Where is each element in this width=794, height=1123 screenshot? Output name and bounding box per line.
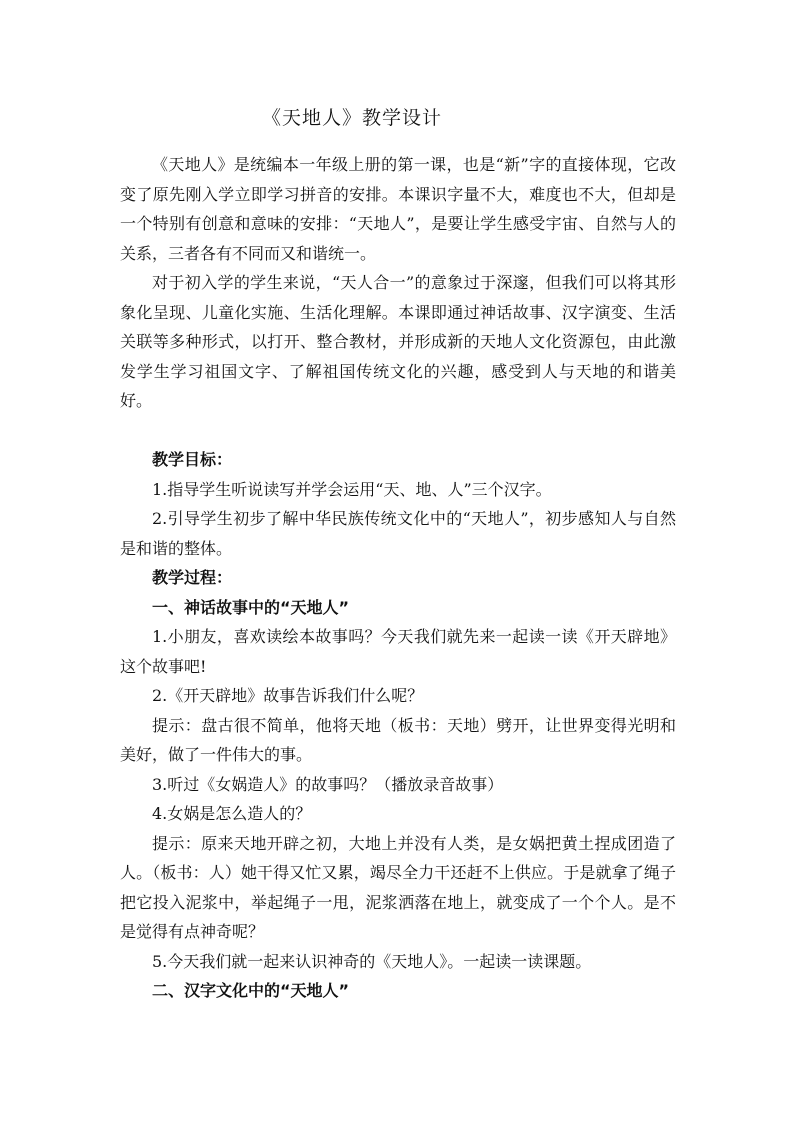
section-1-hint-2: 提示：原来天地开辟之初，大地上并没有人类，是女娲把黄土捏成团造了人。（板书：人）她干得又忙又累，竭尽全力干还赶不上供应。于是就拿了绳子把它投入泥浆中，举起绳子一甩，泥浆洒落在地上，就变成了一个个人。是不是觉得有点神奇呢？ bbox=[120, 833, 676, 941]
objective-item-1: 1.指导学生听说读写并学会运用“天、地、人”三个汉字。 bbox=[152, 479, 552, 499]
section-1-item-3: 3.听过《女娲造人》的故事吗？（播放录音故事） bbox=[152, 774, 504, 794]
intro-paragraph-1: 《天地人》是统编本一年级上册的第一课，也是“新”字的直接体现，它改变了原先刚入学立即学习拼音的安排。本课识字量不大，难度也不大，但却是一个特别有创意和意味的安排：“天地人”，是要让学生感受宇宙、自然与人的关系，三者各有不同而又和谐统一。 bbox=[120, 155, 676, 263]
section-1-item-5: 5.今天我们就一起来认识神奇的《天地人》。一起读一读课题。 bbox=[152, 951, 592, 971]
objectives-heading: 教学目标： bbox=[152, 450, 233, 469]
section-1-item-4: 4.女娲是怎么造人的？ bbox=[152, 804, 312, 823]
section-1-item-1: 1.小朋友，喜欢读绘本故事吗？今天我们就先来一起读一读《开天辟地》这个故事吧! bbox=[120, 627, 676, 676]
section-1-hint-1: 提示：盘古很不简单，他将天地（板书：天地）劈开，让世界变得光明和美好，做了一件伟大的事。 bbox=[120, 715, 676, 764]
document-title: 《天地人》教学设计 bbox=[262, 107, 443, 129]
section-2-heading: 二、汉字文化中的“天地人” bbox=[152, 981, 350, 1000]
document-body bbox=[120, 150, 676, 1006]
section-1-item-2: 2.《开天辟地》故事告诉我们什么呢？ bbox=[152, 686, 424, 705]
objective-item-2: 2.引导学生初步了解中华民族传统文化中的“天地人”，初步感知人与自然是和谐的整体。 bbox=[120, 509, 676, 558]
section-1-heading: 一、神话故事中的“天地人” bbox=[152, 597, 350, 617]
intro-paragraph-2: 对于初入学的学生来说，“天人合一”的意象过于深邃，但我们可以将其形象化呈现、儿童化实施、生活化理解。本课即通过神话故事、汉字演变、生活关联等多种形式，以打开、整合教材，并形成新的天地人文化资源包，由此激发学生学习祖国文字、了解祖国传统文化的兴趣，感受到人与天地的和谐美好。 bbox=[120, 273, 676, 410]
blank-line bbox=[120, 416, 676, 446]
process-heading: 教学过程： bbox=[152, 568, 233, 587]
